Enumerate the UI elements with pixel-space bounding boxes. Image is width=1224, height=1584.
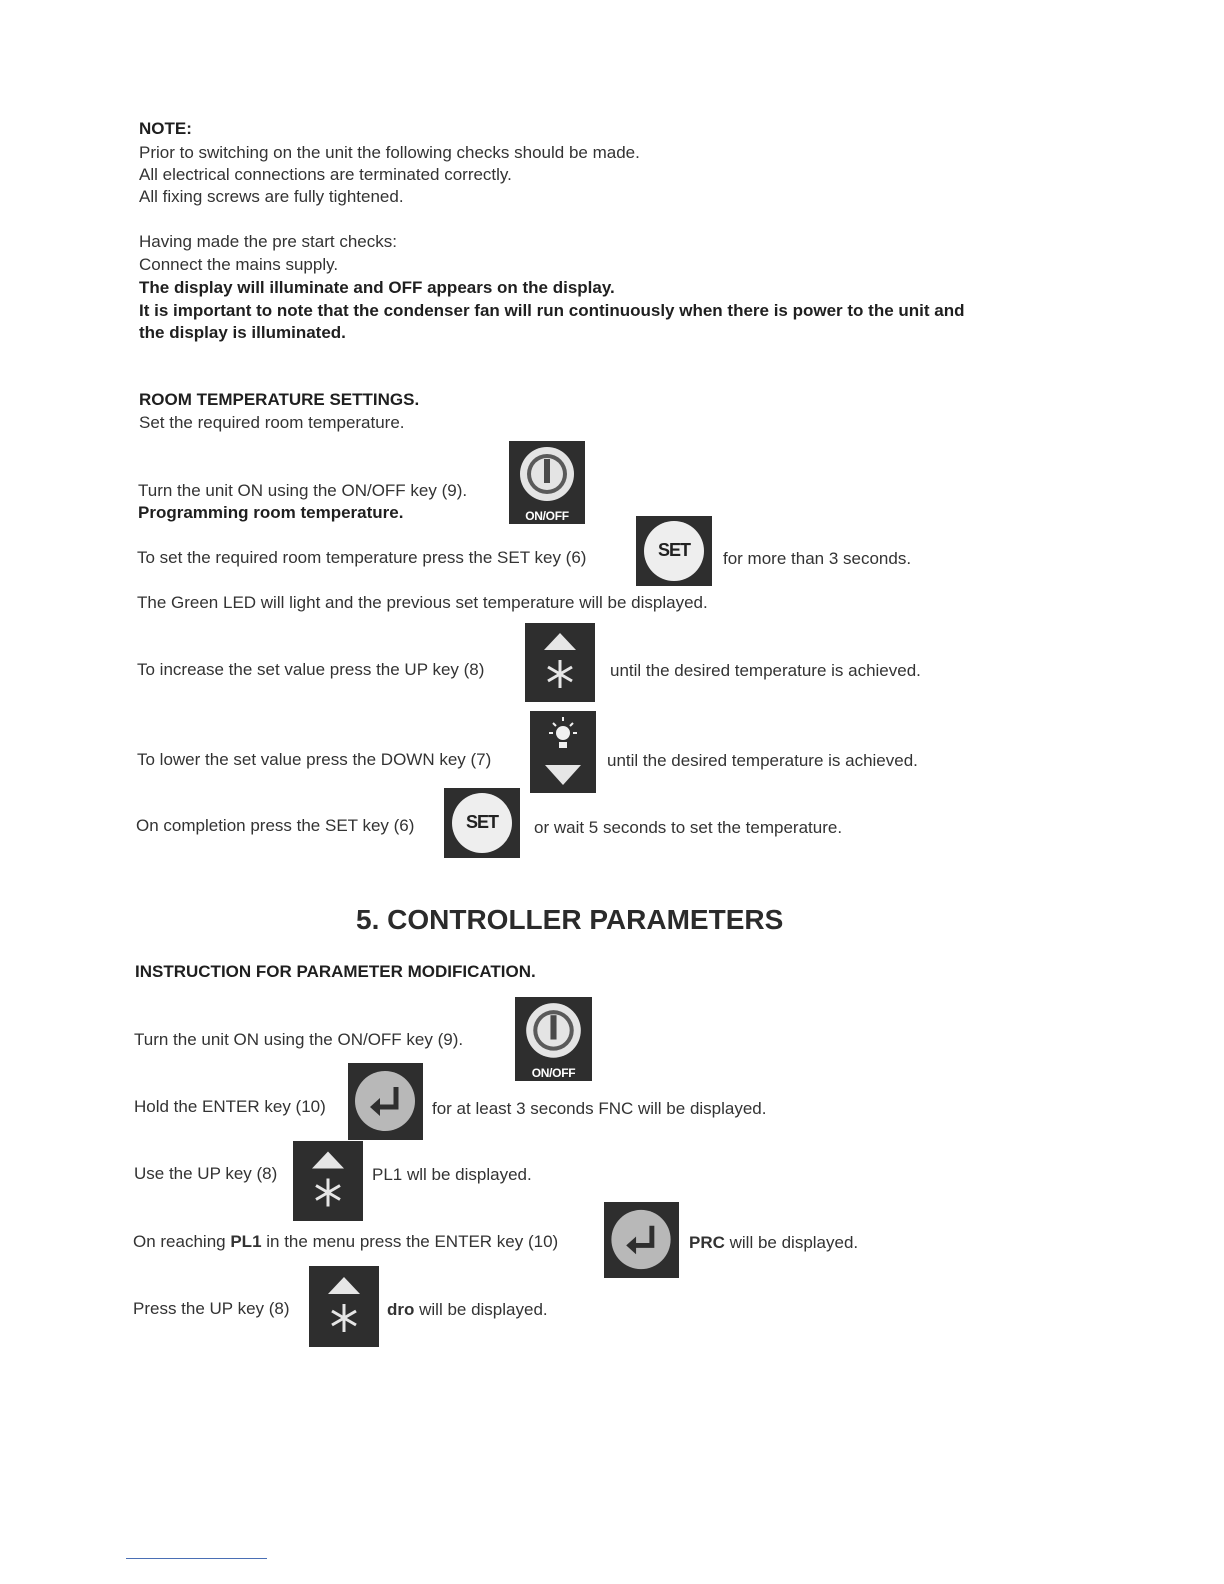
enter-instruction-pre: Hold the ENTER key (10) xyxy=(134,1097,326,1116)
down-key xyxy=(530,711,596,793)
enter-key xyxy=(604,1202,679,1278)
pl1-text-c: in the menu press the ENTER key (10) xyxy=(261,1232,559,1251)
onoff-key xyxy=(515,997,592,1081)
snowflake-icon xyxy=(548,660,572,688)
completion-pre: On completion press the SET key (6) xyxy=(136,816,415,835)
room-programming: Programming room temperature. xyxy=(138,503,404,522)
dro-text-b: dro xyxy=(387,1300,415,1319)
down-instruction-post: until the desired temperature is achieved. xyxy=(607,751,918,770)
onoff-key-label: ON/OFF xyxy=(525,509,569,523)
pl1-instruction xyxy=(133,1232,558,1252)
down-instruction-pre: To lower the set value press the DOWN key (7) xyxy=(137,750,492,769)
down-arrow-icon xyxy=(545,765,581,785)
param-up-pre: Use the UP key (8) xyxy=(134,1164,278,1183)
snowflake-icon xyxy=(332,1304,356,1332)
press-up-instruction: Press the UP key (8) xyxy=(133,1299,290,1318)
prc-text-b: PRC xyxy=(689,1233,725,1252)
param-turn-on: Turn the unit ON using the ON/OFF key (9). xyxy=(134,1030,464,1049)
up-key-graphic xyxy=(525,623,595,702)
lamp-icon xyxy=(549,717,577,748)
dro-instruction xyxy=(387,1300,548,1320)
prestart-line-2: Connect the mains supply. xyxy=(139,255,339,274)
prestart-bold-2a: It is important to note that the condenser fan will run continuously when there is power to the unit and xyxy=(139,301,965,320)
down-key-graphic xyxy=(530,711,596,793)
up-arrow-icon xyxy=(328,1277,360,1294)
pl1-text-b: PL1 xyxy=(230,1232,262,1251)
room-turn-on: Turn the unit ON using the ON/OFF key (9). xyxy=(138,481,468,500)
prestart-bold-2b: the display is illuminated. xyxy=(139,323,346,342)
section-title: 5. CONTROLLER PARAMETERS xyxy=(356,904,784,935)
prc-instruction xyxy=(689,1233,858,1253)
up-key xyxy=(525,623,595,702)
enter-icon xyxy=(604,1202,679,1278)
enter-icon xyxy=(348,1063,423,1140)
up-key xyxy=(309,1266,379,1347)
prc-text-c: will be displayed. xyxy=(724,1233,859,1252)
room-intro: Set the required room temperature. xyxy=(139,413,405,432)
note-line-1: Prior to switching on the unit the following checks should be made. xyxy=(139,143,640,162)
note-line-2: All electrical connections are terminated correctly. xyxy=(139,165,512,184)
up-key xyxy=(293,1141,363,1221)
section-subheading: INSTRUCTION FOR PARAMETER MODIFICATION. xyxy=(135,962,536,981)
prestart-line-1: Having made the pre start checks: xyxy=(139,232,397,251)
room-heading: ROOM TEMPERATURE SETTINGS. xyxy=(139,390,420,409)
set-instruction-post: for more than 3 seconds. xyxy=(723,549,912,568)
enter-key xyxy=(348,1063,423,1140)
set-key-label: SET xyxy=(465,812,498,832)
up-arrow-icon xyxy=(312,1152,344,1169)
param-up-post: PL1 wll be displayed. xyxy=(372,1165,532,1184)
up-instruction-post: until the desired temperature is achieved. xyxy=(610,661,921,680)
up-arrow-icon xyxy=(544,633,576,650)
onoff-key xyxy=(509,441,585,524)
up-key-graphic xyxy=(293,1141,363,1221)
set-key xyxy=(444,788,520,858)
set-key-label: SET xyxy=(657,540,690,560)
set-instruction-pre: To set the required room temperature press the SET key (6) xyxy=(137,548,587,567)
dro-text-c: will be displayed. xyxy=(414,1300,548,1319)
pl1-text-a: On reaching xyxy=(133,1232,231,1251)
up-instruction-pre: To increase the set value press the UP key (8) xyxy=(137,660,485,679)
up-key-graphic xyxy=(309,1266,379,1347)
green-led-text: The Green LED will light and the previous set temperature will be displayed. xyxy=(137,593,708,612)
note-line-3: All fixing screws are fully tightened. xyxy=(139,187,404,206)
set-key xyxy=(636,516,712,586)
footnote-rule xyxy=(126,1558,267,1559)
completion-post: or wait 5 seconds to set the temperature. xyxy=(534,818,843,837)
enter-instruction-post: for at least 3 seconds FNC will be displayed. xyxy=(432,1099,767,1118)
note-heading: NOTE: xyxy=(139,119,192,138)
onoff-key-label: ON/OFF xyxy=(531,1066,576,1080)
snowflake-icon xyxy=(316,1179,340,1207)
prestart-bold-1: The display will illuminate and OFF appears on the display. xyxy=(139,278,615,297)
